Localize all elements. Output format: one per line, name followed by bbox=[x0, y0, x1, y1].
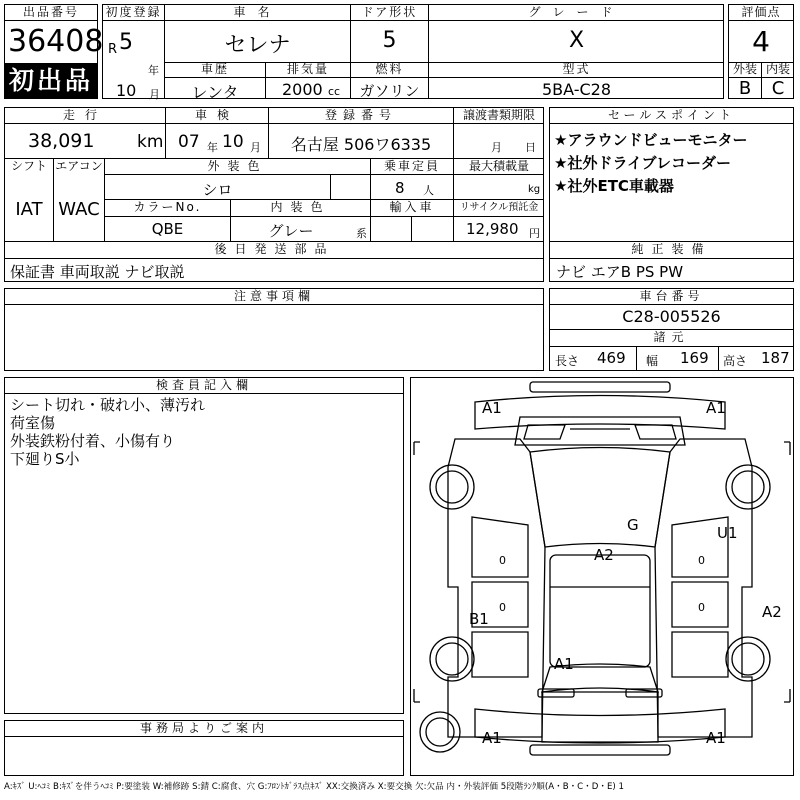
mark-left-rear-door: B1 bbox=[469, 610, 489, 628]
mark-left-front-door-zero: 0 bbox=[499, 554, 506, 567]
later-parts-label: 後日発送部品 bbox=[214, 242, 335, 256]
model: 5BA-C28 bbox=[541, 80, 612, 99]
shift: IAT bbox=[15, 199, 43, 220]
sales-points-label: セールスポイント bbox=[550, 108, 793, 124]
mark-rear-left: A1 bbox=[482, 729, 502, 747]
sales-point-3: ★社外ETC車載器 bbox=[554, 177, 674, 195]
history: レンタ bbox=[191, 83, 239, 102]
inspector-box bbox=[4, 377, 404, 714]
transfer-label: 譲渡書類期限 bbox=[462, 108, 535, 122]
transfer-day-unit: 日 bbox=[525, 141, 536, 154]
mark-right-rear-door-zero: 0 bbox=[698, 601, 705, 614]
inspector-label: 検査員記入欄 bbox=[5, 378, 403, 394]
inspector-line-4: 下廻りS小 bbox=[10, 450, 80, 468]
score: 4 bbox=[752, 25, 770, 58]
inspection-label: 車検 bbox=[194, 108, 239, 122]
lot-number: 36408 bbox=[8, 24, 104, 59]
first-registration-label: 初度登録 bbox=[105, 5, 162, 19]
mark-windshield: G bbox=[627, 516, 639, 534]
office-label: 事務局よりご案内 bbox=[5, 721, 403, 737]
load-label: 最大積載量 bbox=[468, 159, 529, 173]
registration-month: 10 bbox=[116, 81, 137, 100]
color-no-label: カラーNo. bbox=[133, 200, 202, 214]
car-name-label: 車名 bbox=[233, 5, 282, 19]
inspector-line-1: シート切れ・破れ小、薄汚れ bbox=[10, 396, 206, 414]
mark-rear-right: A1 bbox=[706, 729, 726, 747]
capacity: 8 bbox=[395, 179, 405, 197]
height-label: 高さ bbox=[723, 354, 748, 368]
grade-label: グレード bbox=[528, 5, 625, 19]
recycle-fee: 12,980 bbox=[466, 220, 519, 238]
mark-left-rear-door-zero: 0 bbox=[499, 601, 506, 614]
ac-label: エアコン bbox=[55, 159, 103, 173]
interior-color-suffix: 系 bbox=[356, 227, 367, 240]
interior-label: 内装 bbox=[765, 62, 790, 76]
inspector-line-2: 荷室傷 bbox=[10, 414, 56, 432]
sales-point-2: ★社外ドライブレコーダー bbox=[554, 154, 731, 172]
fuel: ガソリン bbox=[359, 82, 420, 100]
recycle-label: リサイクル預託金 bbox=[459, 202, 539, 213]
color-number: QBE bbox=[151, 220, 184, 238]
car-diagram bbox=[410, 377, 794, 776]
score-label: 評価点 bbox=[741, 5, 781, 19]
body-color: シロ bbox=[202, 181, 233, 199]
registration-year: 5 bbox=[119, 30, 133, 55]
inspector-line-3: 外装鉄粉付着、小傷有り bbox=[10, 432, 176, 450]
mileage-unit: km bbox=[137, 132, 164, 152]
sales-point-1: ★アラウンドビューモニター bbox=[554, 131, 748, 149]
genuine-equipment: ナビ エアB PS PW bbox=[556, 263, 684, 281]
history-label: 車歴 bbox=[200, 62, 229, 76]
legend: A:ｷｽﾞ U:ﾍｺﾐ B:ｷｽﾞを伴うﾍｺﾐ P:要塗装 W:補修跡 S:錆 C:腐食、穴 G:ﾌﾛﾝﾄｶﾞﾗｽ点ｷｽﾞ XX:交換済み X:要交換 欠:欠品 内・外装評価 5段階ﾗﾝｸ順(A・B・C・D・E) 1 bbox=[4, 782, 624, 792]
dimensions-label: 諸元 bbox=[653, 330, 690, 344]
mark-front-left: A1 bbox=[482, 399, 502, 417]
recycle-unit: 円 bbox=[529, 227, 540, 240]
displacement-unit: cc bbox=[328, 85, 341, 98]
genuine-equipment-label: 純正装備 bbox=[631, 242, 712, 256]
mark-front-right: A1 bbox=[706, 399, 726, 417]
grade: X bbox=[568, 28, 585, 53]
length-label: 長さ bbox=[555, 354, 580, 368]
mark-right-rear-panel: A2 bbox=[762, 603, 782, 621]
car-name: セレナ bbox=[224, 33, 291, 58]
lot-number-label: 出品番号 bbox=[5, 5, 97, 21]
interior-color-label: 内装色 bbox=[270, 200, 331, 214]
month-unit: 月 bbox=[149, 88, 160, 101]
width: 169 bbox=[680, 349, 709, 367]
exterior-label: 外装 bbox=[732, 62, 757, 76]
load-unit: kg bbox=[528, 184, 541, 195]
capacity-label: 乗車定員 bbox=[383, 159, 440, 173]
fuel-label: 燃料 bbox=[375, 62, 404, 76]
shift-label: シフト bbox=[10, 159, 47, 173]
door-label: ドア形状 bbox=[361, 5, 418, 19]
length: 469 bbox=[597, 349, 626, 367]
air-conditioner: WAC bbox=[58, 199, 100, 220]
registration-number: 名古屋 506ワ6335 bbox=[290, 135, 432, 154]
displacement: 2000 bbox=[282, 80, 323, 99]
inspection-year-unit: 年 bbox=[207, 141, 218, 154]
model-label: 型式 bbox=[562, 62, 591, 76]
registration-label: 登録番号 bbox=[324, 108, 397, 122]
capacity-unit: 人 bbox=[423, 184, 434, 197]
later-parts: 保証書 車両取説 ナビ取説 bbox=[10, 263, 185, 281]
chassis-number: C28-005526 bbox=[622, 307, 721, 326]
interior-color: グレー bbox=[268, 222, 314, 240]
transfer-month-unit: 月 bbox=[491, 141, 502, 154]
import-label: 輸入車 bbox=[389, 200, 435, 214]
mileage: 38,091 bbox=[28, 130, 95, 152]
mark-rear-gate: A1 bbox=[554, 655, 574, 673]
mileage-label: 走行 bbox=[62, 108, 107, 122]
first-listing-badge: 初出品 bbox=[4, 63, 98, 99]
color-label: 外装色 bbox=[207, 159, 268, 173]
width-label: 幅 bbox=[646, 354, 659, 368]
mark-right-front-door: U1 bbox=[717, 524, 738, 542]
notes-label: 注意事項欄 bbox=[5, 289, 543, 305]
inspection-month-unit: 月 bbox=[250, 141, 261, 154]
mark-roof: A2 bbox=[594, 546, 614, 564]
era: R bbox=[108, 42, 118, 57]
year-unit: 年 bbox=[148, 64, 159, 77]
chassis-label: 車台番号 bbox=[550, 289, 793, 305]
mark-right-front-door-zero: 0 bbox=[698, 554, 705, 567]
exterior-grade: B bbox=[738, 78, 752, 99]
door-count: 5 bbox=[382, 28, 397, 53]
displacement-label: 排気量 bbox=[286, 62, 329, 76]
interior-grade: C bbox=[771, 78, 785, 99]
height: 187 bbox=[761, 349, 790, 367]
inspection-month: 10 bbox=[222, 132, 244, 152]
inspection-year: 07 bbox=[178, 132, 200, 152]
